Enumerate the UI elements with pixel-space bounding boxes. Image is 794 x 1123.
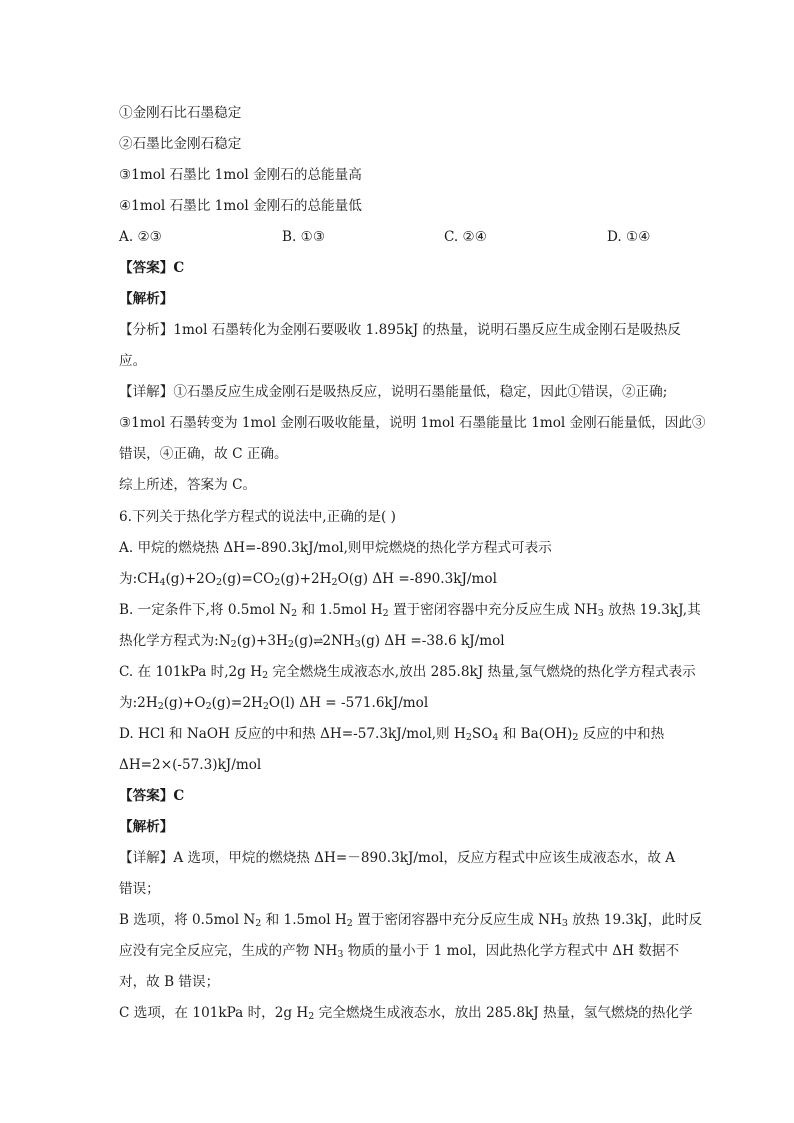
- detail-line: 【详解】①石墨反应生成金刚石是吸热反应，说明石墨能量低，稳定，因此①错误，②正确;: [119, 384, 668, 400]
- subscript: 3: [597, 608, 604, 619]
- text-run: C 选项，在 101kPa 时，2g H: [119, 1005, 309, 1021]
- detail-line: [119, 1004, 693, 1022]
- text-run: (g)+O: [163, 695, 206, 711]
- text-run: 和 1.5mol H: [297, 602, 383, 618]
- analysis-heading: 【解析】: [119, 291, 174, 307]
- detail-line: 【详解】A 选项，甲烷的燃烧热 ΔH=－890.3kJ/mol，反应方程式中应该生成液态水，故 A: [119, 850, 676, 866]
- subscript: 4: [159, 577, 166, 588]
- subscript: 3: [354, 639, 361, 650]
- q6-option-b-equation: [119, 632, 505, 650]
- answer-label: 【答案】C: [119, 260, 185, 276]
- text-run: 置于密闭容器中充分反应生成 NH: [388, 602, 598, 618]
- text-run: 热化学方程式为:N: [119, 633, 231, 649]
- text-run: B 选项，将 0.5mol N: [119, 912, 256, 928]
- text-run: 置于密闭容器中充分反应生成 NH: [352, 912, 562, 928]
- subscript: 2: [308, 1011, 315, 1022]
- q6-option-d-line2: ΔH=2×(-57.3)kJ/mol: [119, 757, 262, 773]
- option-a: A. ②③: [119, 229, 162, 245]
- text-run: 2NH: [322, 633, 355, 649]
- q6-option-c-equation: [119, 694, 428, 712]
- reversible-arrow-icon: ⇌: [313, 634, 323, 648]
- text-run: 为:2H: [119, 695, 158, 711]
- q6-option-a-line1: A. 甲烷的燃烧热 ΔH=-890.3kJ/mol,则甲烷燃烧的热化学方程式可表示: [119, 540, 552, 556]
- text-run: 和 1.5mol H: [261, 912, 347, 928]
- text-run: D. HCl 和 NaOH 反应的中和热 ΔH=-57.3kJ/mol,则 H: [119, 726, 466, 742]
- detail-line: 错误；: [119, 881, 160, 897]
- subscript: 2: [572, 732, 579, 743]
- subscript: 2: [262, 670, 269, 681]
- summary-line: 综上所述，答案为 C。: [119, 477, 257, 493]
- subscript: 2: [331, 577, 338, 588]
- text-run: 物质的量小于 1 mol，因此热化学方程式中 ΔH 数据不: [343, 943, 680, 959]
- text-run: (g) ΔH =-38.6 kJ/mol: [360, 633, 505, 649]
- subscript: 3: [561, 918, 568, 929]
- subscript: 2: [157, 701, 164, 712]
- text-run: 为:CH: [119, 571, 160, 587]
- subscript: 2: [230, 639, 237, 650]
- analysis-line: 【分析】1mol 石墨转化为金刚石要吸收 1.895kJ 的热量，说明石墨反应生成金刚石是吸热反: [119, 322, 681, 338]
- text-run: 放热 19.3kJ，此时反: [567, 912, 703, 928]
- option-b: B. ①③: [282, 229, 326, 245]
- subscript: 2: [382, 608, 389, 619]
- statement-4: ④1mol 石墨比 1mol 金刚石的总能量低: [119, 198, 362, 214]
- detail-line: [119, 911, 702, 929]
- answer-label: 【答案】C: [119, 788, 185, 804]
- text-run: (g)+3H: [236, 633, 288, 649]
- q6-option-c-line1: [119, 663, 696, 681]
- subscript: 2: [465, 732, 472, 743]
- text-run: (g)=CO: [222, 571, 275, 587]
- text-run: B. 一定条件下,将 0.5mol N: [119, 602, 292, 618]
- text-run: SO: [471, 726, 493, 742]
- analysis-line: 应。: [119, 353, 147, 369]
- q6-option-a-equation: [119, 570, 497, 588]
- subscript: 2: [255, 918, 262, 929]
- detail-line: 对，故 B 错误；: [119, 974, 220, 990]
- statement-1: ①金刚石比石墨稳定: [119, 105, 242, 121]
- subscript: 2: [274, 577, 281, 588]
- subscript: 2: [291, 608, 298, 619]
- question-6-stem: 6.下列关于热化学方程式的说法中,正确的是( ): [119, 509, 396, 525]
- text-run: C. 在 101kPa 时,2g H: [119, 664, 263, 680]
- option-d: D. ①④: [607, 229, 651, 245]
- text-run: O(g) ΔH =-890.3kJ/mol: [337, 571, 497, 587]
- subscript: 2: [205, 701, 212, 712]
- statement-3: ③1mol 石墨比 1mol 金刚石的总能量高: [119, 167, 362, 183]
- subscript: 2: [215, 577, 223, 588]
- text-run: (g): [293, 633, 314, 649]
- subscript: 2: [262, 701, 269, 712]
- text-run: 完全燃烧生成液态水，放出 285.8kJ 热量，氢气燃烧的热化学: [314, 1005, 693, 1021]
- text-run: (g)+2H: [280, 571, 332, 587]
- text-run: 应没有完全反应完，生成的产物 NH: [119, 943, 338, 959]
- q6-option-b-line1: [119, 601, 701, 619]
- text-run: 反应的中和热: [578, 726, 665, 742]
- text-run: O(l) ΔH = -571.6kJ/mol: [268, 695, 429, 711]
- subscript: 4: [492, 732, 499, 743]
- text-run: (g)=2H: [211, 695, 263, 711]
- subscript: 3: [337, 949, 344, 960]
- text-run: 完全燃烧生成液态水,放出 285.8kJ 热量,氢气燃烧的热化学方程式表示: [268, 664, 696, 680]
- text-run: 和 Ba(OH): [498, 726, 573, 742]
- subscript: 2: [287, 639, 294, 650]
- detail-line: [119, 942, 679, 960]
- detail-line: 错误，④正确，故 C 正确。: [119, 446, 288, 462]
- q6-option-d-line1: [119, 725, 664, 743]
- subscript: 2: [346, 918, 353, 929]
- option-c: C. ②④: [444, 229, 487, 245]
- text-run: 放热 19.3kJ,其: [603, 602, 701, 618]
- analysis-heading: 【解析】: [119, 819, 174, 835]
- statement-2: ②石墨比金刚石稳定: [119, 136, 242, 152]
- text-run: (g)+2O: [165, 571, 216, 587]
- detail-line: ③1mol 石墨转变为 1mol 金刚石吸收能量，说明 1mol 石墨能量比 1mol 金刚石能量低，因此③: [119, 415, 706, 431]
